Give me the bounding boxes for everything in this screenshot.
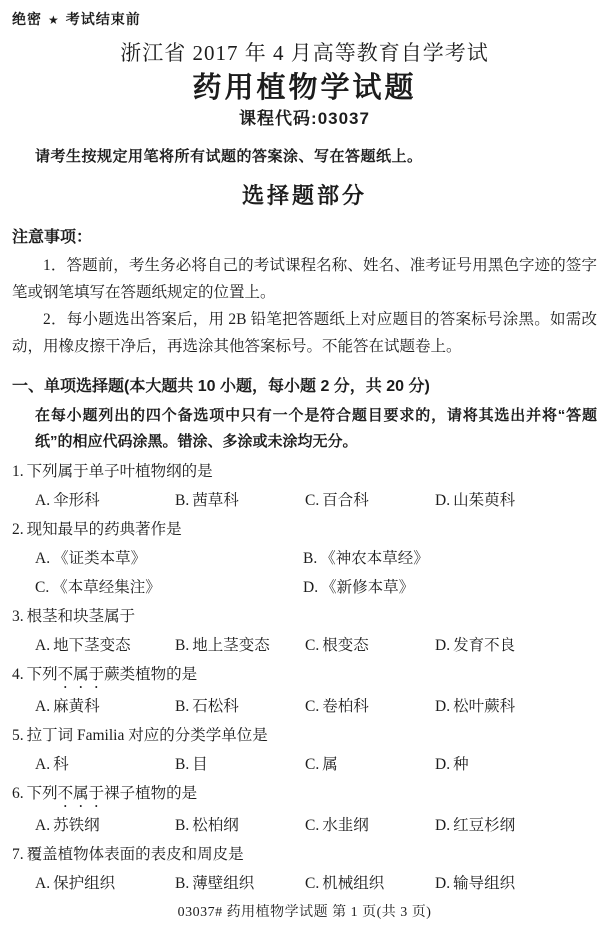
page-title: 药用植物学试题 [192, 72, 417, 104]
option-c [305, 631, 435, 660]
option-label: D. [435, 817, 451, 834]
option-text: 卷柏科 [322, 698, 369, 715]
question-text [27, 666, 198, 683]
option-a [35, 544, 303, 573]
option-label: B. [175, 875, 190, 892]
option-c [305, 811, 435, 840]
option-text: 发育不良 [453, 637, 516, 654]
question-block-7 [12, 840, 597, 898]
security-level: 绝密 [12, 11, 42, 27]
question-number: 1. [12, 463, 24, 480]
option-text: 薄壁组织 [192, 875, 255, 892]
option-label: D. [435, 698, 451, 715]
option-text: 科 [53, 756, 69, 773]
stem-emphasized: 不属于 [57, 785, 105, 802]
option-label: D. [435, 756, 451, 773]
option-text: 地下茎变态 [53, 637, 131, 654]
question-stem [12, 457, 597, 486]
section-title: 选择题部分 [241, 183, 367, 208]
option-b [303, 544, 597, 573]
option-d [303, 573, 597, 602]
option-c [305, 692, 435, 721]
option-text: 水韭纲 [322, 817, 369, 834]
option-text: 保护组织 [53, 875, 116, 892]
options-row [35, 486, 597, 515]
option-label: C. [305, 698, 320, 715]
option-label: C. [305, 492, 320, 509]
option-text: 苏铁纲 [53, 817, 100, 834]
options-row [35, 811, 597, 840]
option-label: C. [305, 637, 320, 654]
question-block-5 [12, 721, 597, 779]
question-text: 根茎和块茎属于 [26, 608, 136, 625]
option-label: B. [303, 550, 318, 567]
question-block-6 [12, 779, 597, 840]
option-b [175, 811, 305, 840]
option-label: D. [435, 492, 451, 509]
question-stem [12, 721, 597, 750]
option-text: 根变态 [322, 637, 369, 654]
option-label: B. [175, 756, 190, 773]
part-note: 在每小题列出的四个备选项中只有一个是符合题目要求的，请将其选出并将“答题纸”的相应代码涂黑。错涂、多涂或未涂均无分。 [35, 407, 597, 450]
option-d [435, 811, 597, 840]
option-c [305, 486, 435, 515]
note-paragraph-1: 1．答题前，考生务必将自己的考试课程名称、姓名、准考证号用黑色字迹的签字笔或钢笔填写在答题纸规定的位置上。 [12, 257, 597, 301]
page-footer: 03037# 药用植物学试题 第 1 页(共 3 页) [177, 905, 432, 920]
question-stem [12, 515, 597, 544]
option-d [435, 750, 597, 779]
option-text: 石松科 [192, 698, 239, 715]
option-text: 《新修本草》 [321, 579, 415, 596]
question-text: 拉丁词 Familia 对应的分类学单位是 [26, 727, 268, 744]
option-label: A. [35, 637, 51, 654]
stem-segment: 下列 [26, 666, 58, 683]
option-text: 松叶蕨科 [453, 698, 516, 715]
option-text: 伞形科 [53, 492, 100, 509]
exam-session: 浙江省 2017 年 4 月高等教育自学考试 [120, 41, 489, 65]
option-label: C. [305, 756, 320, 773]
question-number: 4. [12, 666, 24, 683]
option-text: 茜草科 [192, 492, 239, 509]
question-number: 2. [12, 521, 24, 538]
question-text: 下列属于单子叶植物纲的是 [26, 463, 213, 480]
question-block-4 [12, 660, 597, 721]
option-a [35, 486, 175, 515]
option-c [305, 750, 435, 779]
security-marking [12, 10, 597, 29]
course-code: 课程代码:03037 [239, 109, 370, 128]
option-b [175, 631, 305, 660]
option-b [175, 750, 305, 779]
option-a [35, 692, 175, 721]
note-paragraph-2: 2．每小题选出答案后，用 2B 铅笔把答题纸上对应题目的答案标号涂黑。如需改动，用橡皮擦干净后，再选涂其他答案标号。不能答在试题卷上。 [12, 311, 597, 355]
option-text: 松柏纲 [192, 817, 239, 834]
option-text: 山茱萸科 [453, 492, 516, 509]
option-text: 百合科 [322, 492, 369, 509]
option-a [35, 869, 175, 898]
option-text: 目 [192, 756, 208, 773]
option-label: A. [35, 756, 51, 773]
question-list [12, 457, 597, 898]
option-label: A. [35, 875, 51, 892]
option-label: D. [435, 875, 451, 892]
stem-emphasized: 不属于 [57, 666, 105, 683]
option-label: B. [175, 637, 190, 654]
option-b [175, 692, 305, 721]
question-block-1 [12, 457, 597, 515]
option-label: D. [303, 579, 319, 596]
question-number: 7. [12, 846, 24, 863]
options-row [35, 692, 597, 721]
option-text: 红豆杉纲 [453, 817, 516, 834]
option-c [305, 869, 435, 898]
option-text: 机械组织 [322, 875, 385, 892]
option-label: C. [35, 579, 50, 596]
question-text: 现知最早的药典著作是 [26, 521, 182, 538]
options-row [35, 631, 597, 660]
options-row [35, 750, 597, 779]
question-text [27, 785, 198, 802]
option-label: B. [175, 817, 190, 834]
option-d [435, 631, 597, 660]
answer-sheet-instruction: 请考生按规定用笔将所有试题的答案涂、写在答题纸上。 [35, 148, 423, 165]
question-block-3 [12, 602, 597, 660]
option-text: 地上茎变态 [192, 637, 270, 654]
option-b [175, 869, 305, 898]
question-number: 6. [12, 785, 24, 802]
notes-heading: 注意事项： [12, 229, 93, 246]
question-stem [12, 602, 597, 631]
question-block-2 [12, 515, 597, 602]
part-heading: 一、单项选择题(本大题共 10 小题，每小题 2 分，共 20 分) [12, 378, 430, 395]
question-number: 5. [12, 727, 24, 744]
question-number: 3. [12, 608, 24, 625]
option-text: 《神农本草经》 [320, 550, 429, 567]
option-b [175, 486, 305, 515]
option-text: 麻黄科 [53, 698, 100, 715]
option-label: A. [35, 550, 51, 567]
option-a [35, 750, 175, 779]
option-d [435, 692, 597, 721]
options-grid [35, 544, 597, 602]
option-text: 输导组织 [453, 875, 516, 892]
star-icon: ★ [48, 13, 60, 27]
option-label: A. [35, 492, 51, 509]
option-label: A. [35, 817, 51, 834]
stem-segment: 裸子植物的是 [104, 785, 198, 802]
option-text: 《本草经集注》 [52, 579, 161, 596]
option-text: 属 [322, 756, 338, 773]
option-c [35, 573, 303, 602]
option-d [435, 486, 597, 515]
option-d [435, 869, 597, 898]
question-stem [12, 660, 597, 692]
option-label: B. [175, 492, 190, 509]
options-row [35, 869, 597, 898]
option-label: D. [435, 637, 451, 654]
question-stem [12, 779, 597, 811]
option-text: 《证类本草》 [53, 550, 147, 567]
option-text: 种 [453, 756, 469, 773]
question-text: 覆盖植物体表面的表皮和周皮是 [26, 846, 244, 863]
option-a [35, 811, 175, 840]
option-label: B. [175, 698, 190, 715]
option-label: A. [35, 698, 51, 715]
question-stem [12, 840, 597, 869]
option-a [35, 631, 175, 660]
security-suffix: 考试结束前 [65, 11, 141, 27]
option-label: C. [305, 817, 320, 834]
stem-segment: 蕨类植物的是 [104, 666, 198, 683]
option-label: C. [305, 875, 320, 892]
stem-segment: 下列 [26, 785, 58, 802]
